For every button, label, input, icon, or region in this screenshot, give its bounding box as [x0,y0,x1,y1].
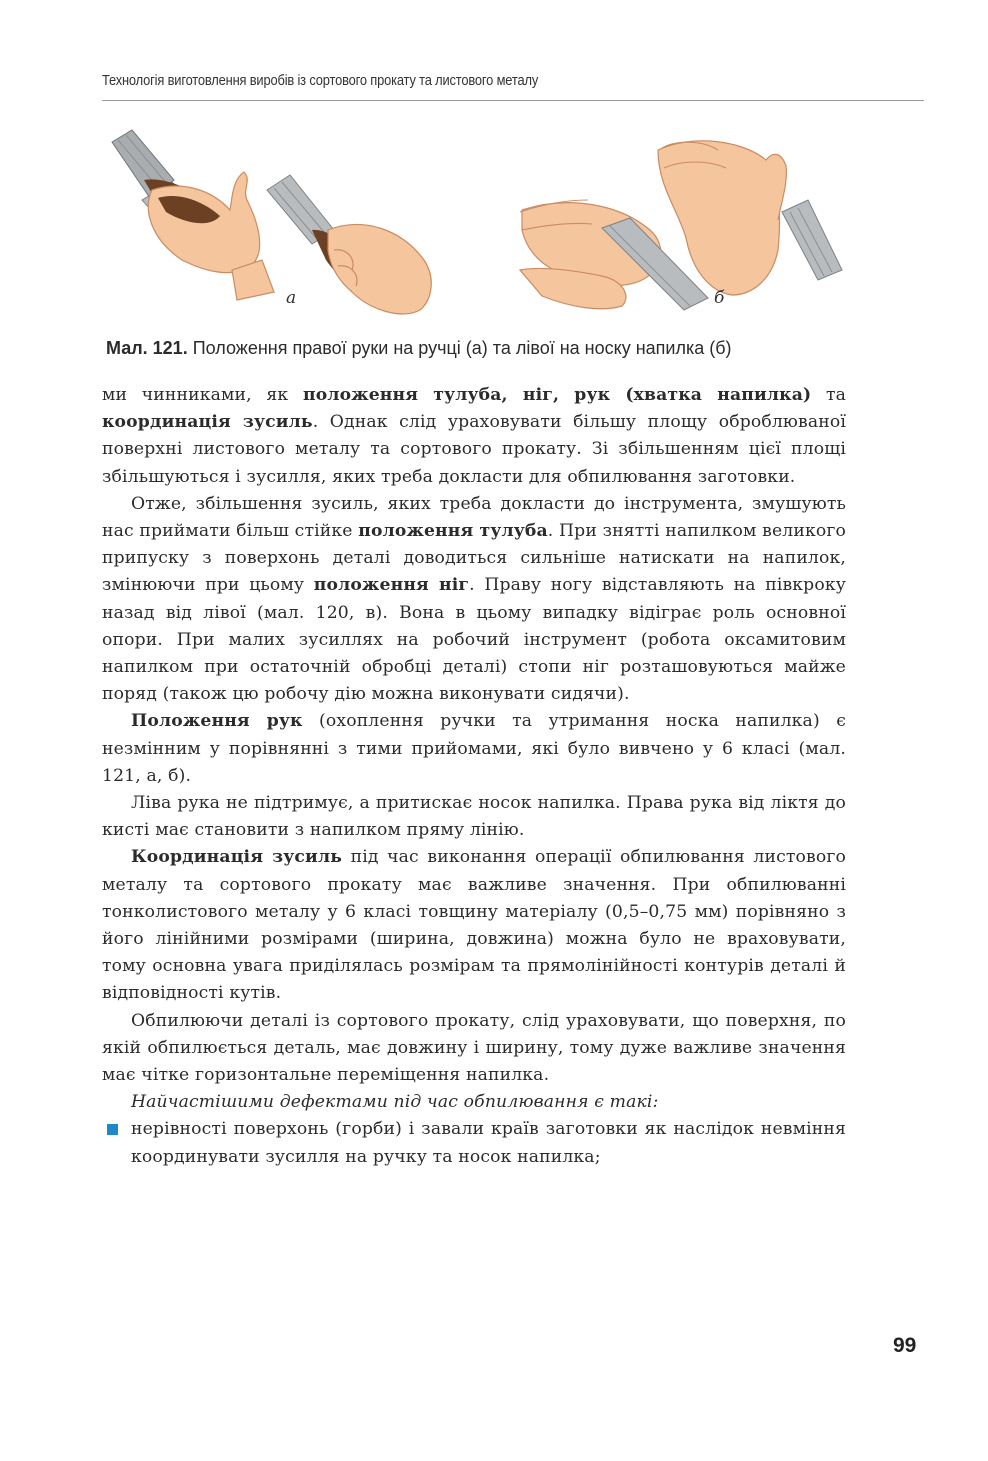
list-item [102,1116,846,1170]
text-run: (охоплення ручки та утримання носка напилка) є незмінним у порівнянні з тими прийомами, які було вивчено у 6 класі (мал. 121, а, б). [102,711,846,786]
illustration-a-left-hand [112,130,274,300]
figure-label-b: б [714,288,725,308]
text-run: . Праву ногу відставляють на півкроку назад від лівої (мал. 120, в). Вона в цьому випадку відіграє роль основної опори. При малих зусиллях на робочий інструмент (робота оксамитовим напилком при остаточній обробці деталі) стопи ніг розташовуються майже поряд (також цю робочу дію можна виконувати сидячи). [102,575,846,705]
term-bold: координація зусиль [102,412,313,433]
figure-caption [106,338,936,359]
term-bold: положення ніг [313,575,470,596]
text-run: . Однак слід ураховувати більшу площу оброблюваної поверхні листового металу та сортового прокату. Зі збільшенням цієї площі збільшуються і зусилля, яких треба докласти для обпилювання заготовки. [102,412,846,487]
caption-text: Положення правої руки на ручці (а) та лівої на носку напилка (б) [192,338,732,358]
bullet-square-icon [107,1124,118,1135]
paragraph-2 [102,491,846,709]
text-run: та [811,385,847,405]
paragraph-6: Обпилюючи деталі із сортового прокату, слід ураховувати, що поверхня, по якій обпилюється деталь, має довжину і ширину, тому дуже важливе значення має чітке горизонтальне переміщення напилка. [102,1010,846,1086]
list-item-text: нерівності поверхонь (горби) і завали країв заготовки як наслідок невміння координувати зусилля на ручку та носок напилка; [131,1119,846,1167]
paragraph-5 [102,844,846,1007]
text-run: під час виконання операції обпилювання листового металу та сортового прокату має важливе значення. При обпилюванні тонколистового металу у 6 класі товщину матеріалу (0,5–0,75 мм) порівняно з його лінійними розмірами (ширина, довжина) можна було не враховувати, тому основна увага приділялась розмірам та прямолінійності контурів деталі й відповідності кутів. [102,847,846,1004]
figure-label-a: а [286,288,297,308]
term-bold: положення тулуба, ніг, рук (хватка напилка) [302,385,812,405]
body-text [102,382,846,1171]
text-run: ми чинниками, як [102,385,303,405]
text-run: . При знятті напилком великого припуску з поверхонь деталі доводиться сильніше натискати на напилок, змінюючи при цьому [102,521,846,596]
figure-121 [102,120,924,325]
caption-label: Мал. 121. [106,338,188,358]
defects-heading: Найчастішими дефектами під час обпилювання є такі: [131,1092,659,1113]
term-bold: Координація зусиль [131,847,343,868]
page-number: 99 [893,1334,917,1357]
header-rule [102,100,924,101]
illustration-b-back-hand [658,141,842,295]
hands-illustration [102,120,924,325]
paragraph-4: Ліва рука не підтримує, а притискає носок напилка. Права рука від ліктя до кисті має становити з напилком пряму лінію. [102,793,846,841]
paragraph-1 [102,382,846,491]
text-run: Отже, збільшення зусиль, яких треба докласти до інструмента, змушують нас приймати більш стійке [102,493,846,542]
paragraph-3 [102,708,846,790]
term-bold: положення тулуба [358,521,548,542]
term-bold: Положення рук [131,711,303,732]
running-header: Технологія виготовлення виробів із сортового прокату та листового металу [102,72,539,89]
